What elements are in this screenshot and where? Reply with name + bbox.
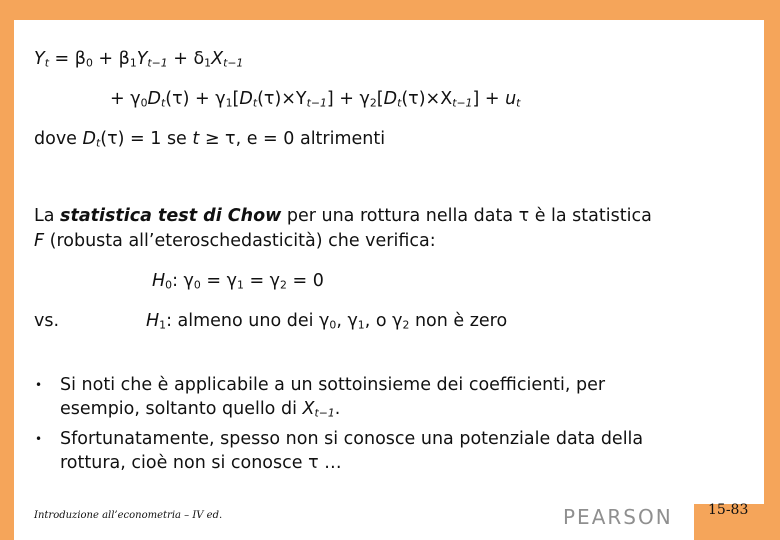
bullet-text: esempio, soltanto quello di [60, 399, 303, 419]
paragraph-line-2 [34, 230, 436, 252]
eq-symbol: H [146, 311, 160, 331]
eq-symbol: t [192, 129, 200, 149]
eq-subscript: t−1 [223, 56, 244, 70]
eq-text: (τ)×Y [257, 89, 307, 109]
eq-text: ] + [472, 89, 506, 109]
eq-symbol: Y [34, 49, 45, 69]
eq-text: = 0 [286, 271, 324, 291]
chow-test-term: statistica test di Chow [60, 206, 282, 226]
eq-subscript: t−1 [306, 96, 327, 110]
null-hypothesis [152, 270, 324, 292]
eq-subscript: 2 [280, 278, 287, 292]
eq-text: + β [92, 49, 130, 69]
para-text: (robusta all’eteroschedasticità) che verifica: [44, 231, 436, 251]
eq-subscript: t [252, 96, 258, 110]
eq-symbol: D [82, 129, 96, 149]
eq-subscript: t [397, 96, 402, 110]
eq-symbol: X [302, 399, 315, 419]
eq-symbol: F [34, 231, 45, 251]
eq-text: + δ [167, 49, 205, 69]
eq-text: = γ [243, 271, 281, 291]
eq-subscript: t [96, 136, 101, 150]
eq-text: (τ) = 1 se [100, 129, 193, 149]
eq-text: = γ [200, 271, 237, 291]
paragraph-line-1 [34, 205, 652, 227]
eq-subscript: 0 [329, 318, 337, 332]
bullet-marker: • [35, 378, 43, 392]
bullet-2-line-1: Sfortunatamente, spesso non si conosce una potenziale data della [60, 429, 644, 449]
eq-subscript: t−1 [452, 96, 473, 110]
page-number: 15-83 [708, 502, 749, 518]
eq-text: dove [34, 129, 83, 149]
para-text: La [34, 206, 61, 226]
eq-text: [ [376, 89, 384, 109]
definition-line [34, 128, 385, 150]
eq-symbol: u [505, 89, 517, 109]
eq-text: (τ)×X [401, 89, 453, 109]
eq-subscript: t−1 [147, 56, 168, 70]
eq-subscript: 2 [402, 318, 410, 332]
eq-text: (τ) + γ [165, 89, 226, 109]
alternative-hypothesis [146, 310, 507, 332]
bullet-1-line-2 [60, 398, 340, 420]
eq-subscript: t [516, 96, 521, 110]
pearson-logo: PEARSON [563, 505, 673, 529]
bullet-text: . [334, 399, 341, 419]
eq-subscript: 0 [165, 278, 173, 292]
eq-text: = β [48, 49, 86, 69]
para-text: per una rottura nella data τ è la statistica [281, 206, 652, 226]
eq-symbol: D [383, 89, 398, 109]
eq-symbol: H [152, 271, 166, 291]
eq-text: , γ [336, 311, 358, 331]
bullet-1-line-1: Si noti che è applicabile a un sottoinsieme dei coefficienti, per [60, 375, 606, 395]
eq-subscript: 0 [140, 96, 148, 110]
eq-text: : almeno uno dei γ [166, 311, 330, 331]
eq-text: ] + γ [326, 89, 370, 109]
eq-symbol: Y [136, 49, 148, 69]
eq-text: non è zero [409, 311, 508, 331]
eq-text: , o γ [364, 311, 403, 331]
eq-subscript: 1 [129, 56, 137, 70]
footer-book-title: Introduzione all’econometria – IV ed. [34, 510, 223, 521]
eq-subscript: 1 [204, 56, 212, 70]
eq-text: [ [232, 89, 240, 109]
bullet-2-line-2: rottura, cioè non si conosce τ … [60, 453, 342, 473]
eq-subscript: t [160, 96, 166, 110]
eq-subscript: 1 [225, 96, 233, 110]
eq-symbol: D [239, 89, 253, 109]
eq-subscript: t−1 [314, 406, 335, 420]
eq-subscript: 0 [85, 56, 93, 70]
eq-symbol: X [211, 49, 224, 69]
eq-subscript: 1 [357, 318, 365, 332]
vs-label: vs. [34, 311, 60, 331]
eq-text: ≥ τ, e = 0 altrimenti [199, 129, 386, 149]
equation-line-2 [110, 88, 520, 110]
bullet-marker: • [35, 432, 43, 446]
equation-line-1 [34, 48, 243, 70]
eq-subscript: t [44, 56, 49, 70]
eq-subscript: 1 [236, 278, 244, 292]
eq-text: : γ [172, 271, 194, 291]
eq-subscript: 1 [159, 318, 167, 332]
eq-text: + γ [110, 89, 141, 109]
eq-subscript: 2 [369, 96, 377, 110]
eq-symbol: D [147, 89, 161, 109]
eq-subscript: 0 [193, 278, 201, 292]
